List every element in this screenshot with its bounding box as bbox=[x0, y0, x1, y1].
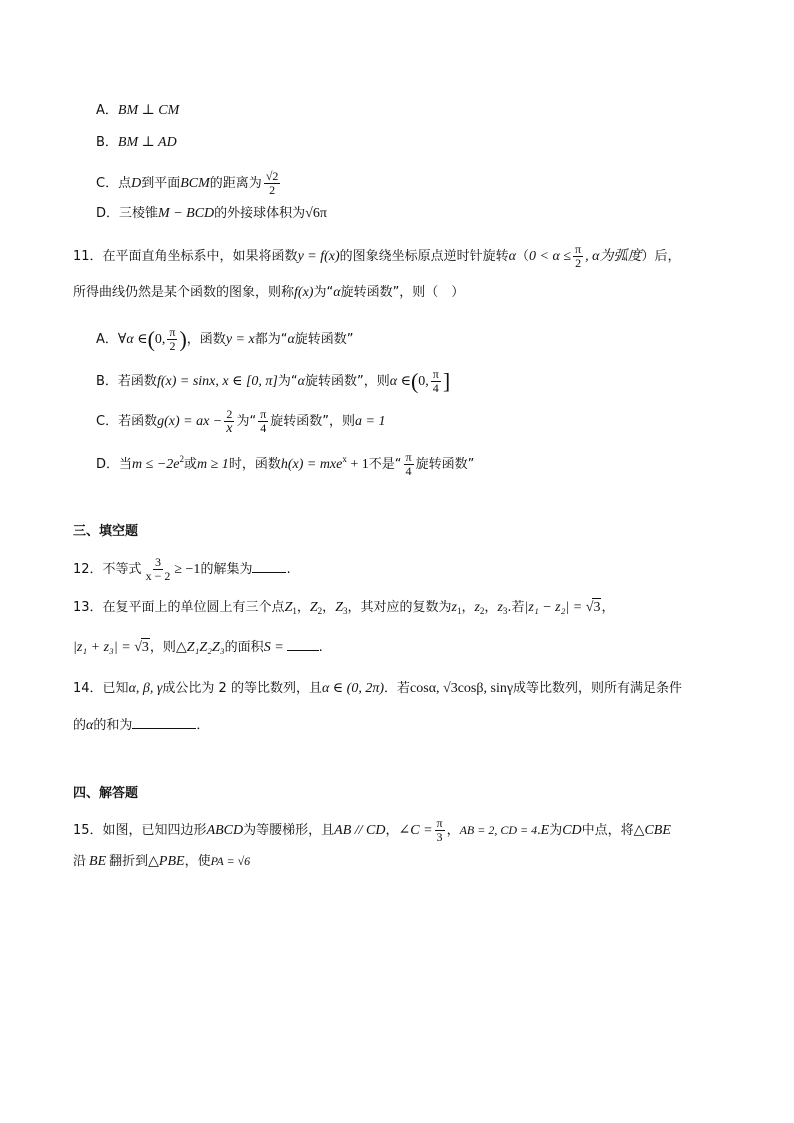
q11-option-b: B．若函数f(x) = sinx, x ∈ [0, π]为“α旋转函数”，则α ∈(0, $\frac{\pi}{4}$ ] bbox=[96, 367, 451, 395]
q10-option-d: D．三棱锥M − BCD的外接球体积为√6π bbox=[96, 206, 327, 221]
q11-option-d: D．当$m \le -2e^2$或m ≥ 1时，函数h(x) = mxe$^x$ + 1不是“ $\frac{\pi}{4}$ 旋转函数” bbox=[96, 450, 475, 478]
q11-option-a: A．∀α ∈(0, $\frac{\pi}{2}$ )，函数y = x都为“α旋转函数” bbox=[96, 325, 354, 353]
q14-stem-line2: 的α的和为 ． bbox=[73, 718, 210, 733]
section-title-answer: 四、解答题 bbox=[73, 786, 139, 801]
q14-answer-blank[interactable] bbox=[132, 716, 196, 729]
q15-stem-line2: 沿 BE 翻折到△PBE，使PA = √6 bbox=[73, 854, 251, 869]
q12-answer-blank[interactable] bbox=[252, 560, 286, 573]
section-title-fill-in: 三、填空题 bbox=[73, 524, 139, 539]
q10-option-a: A．BM ⊥ CM bbox=[96, 103, 180, 118]
q10-option-b: B．BM ⊥ AD bbox=[96, 135, 177, 150]
q14-stem-line1: 14．已知α, β, γ成公比为 2 的等比数列，且α ∈ (0, 2π)．若cosα, √3cosβ, sinγ成等比数列，则所有满足条件 bbox=[73, 681, 683, 696]
q10-c-fraction: $\frac{√2}{2}$ bbox=[265, 169, 279, 197]
q13-answer-blank[interactable] bbox=[287, 638, 319, 651]
q13-stem-line1: 13．在复平面上的单位圆上有三个点$Z_1$，$Z_2$，$Z_3$，其对应的复数为$z_1$，$z_2$，$z_3$.若|z₁ − z₂| = √3， bbox=[73, 600, 615, 616]
q11-stem-line2: 所得曲线仍然是某个函数的图象，则称f(x)为“α旋转函数”，则（ ） bbox=[73, 285, 465, 300]
q15-stem-line1: 15．如图，已知四边形ABCD为等腰梯形，且AB // CD，∠C = $\frac{\pi}{3}$ ，AB = 2, CD = 4.E为CD中点，将△CBE bbox=[73, 816, 671, 844]
q13-stem-line2: |z₁ + z₃| = √3，则△Z₁Z₂Z₃的面积S = . bbox=[73, 640, 323, 655]
q11-stem-line1: 11．在平面直角坐标系中，如果将函数y = f(x)的图象绕坐标原点逆时针旋转α（0 < α ≤ $\frac{\pi}{2}$ , α为弧度）后， bbox=[73, 242, 681, 270]
q11-option-c: C．若函数g(x) = ax − $\frac{2}{x}$ 为“ $\frac{\pi}{4}$ 旋转函数”，则a = 1 bbox=[96, 407, 386, 436]
q10-option-c: C．点D到平面BCM的距离为 $\frac{√2}{2}$ bbox=[96, 169, 279, 197]
q12-stem: 12．不等式 $\frac{3}{x - 2}$ ≥ −1的解集为 . bbox=[73, 555, 291, 583]
